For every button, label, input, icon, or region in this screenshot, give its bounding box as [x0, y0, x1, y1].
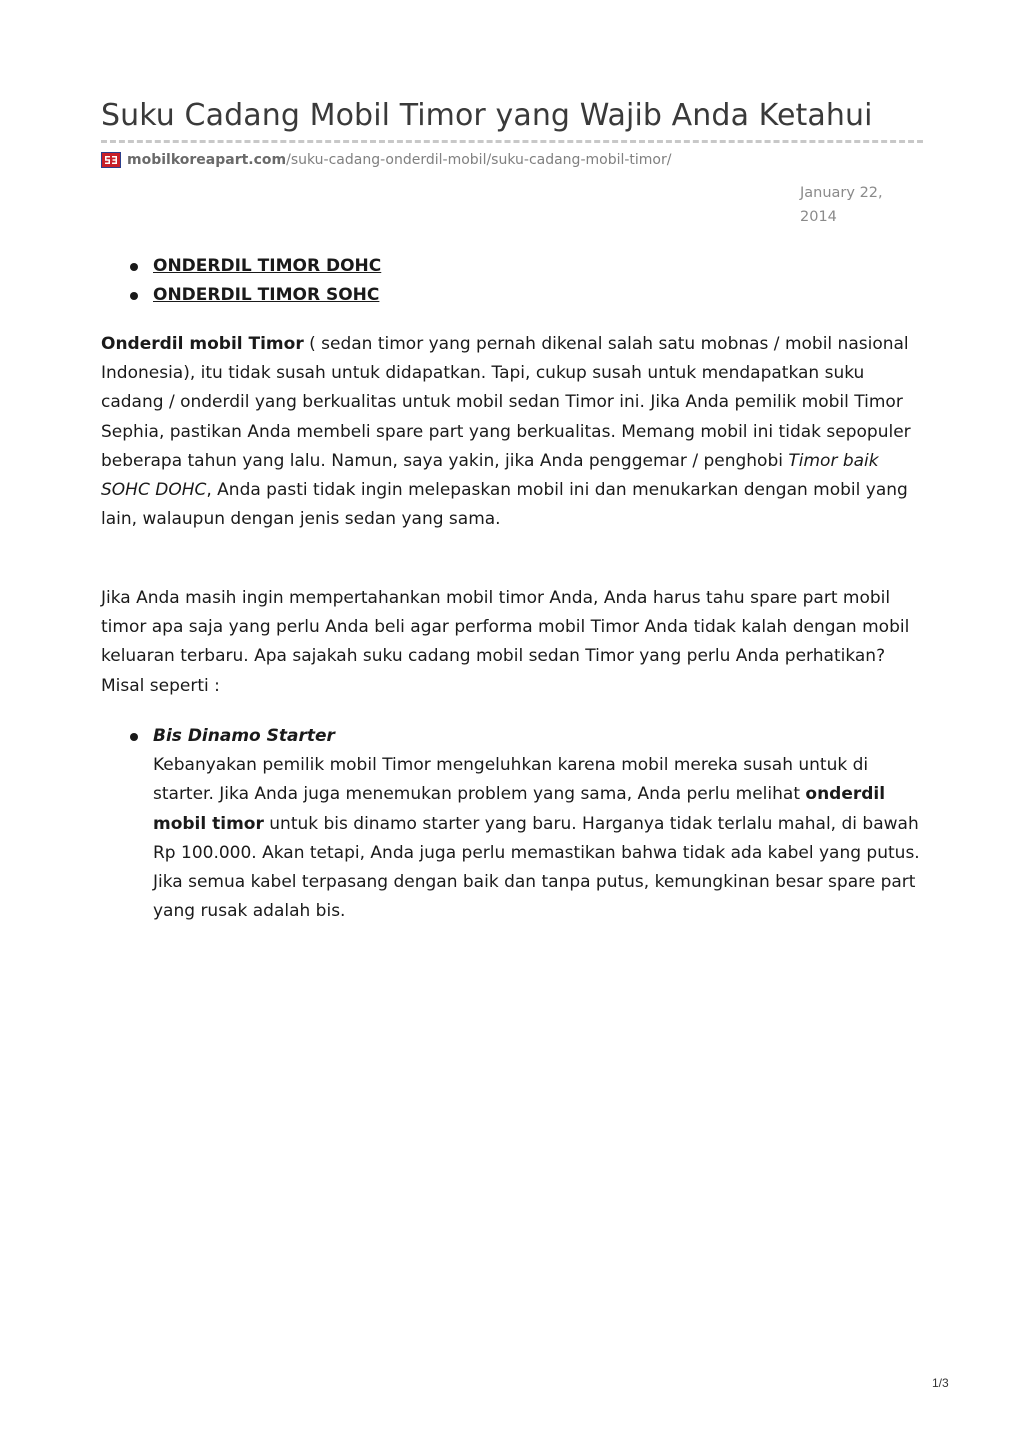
bullet-icon — [130, 263, 138, 271]
title-divider — [101, 140, 923, 143]
intro-bold-lead: Onderdil mobil Timor — [101, 334, 304, 354]
section-text-a: Kebanyakan pemilik mobil Timor mengeluhkan karena mobil mereka susah untuk di starter. Jika Anda juga menemukan problem yang sama, Anda perlu melihat — [153, 755, 869, 805]
intro-italic: Timor baik SOHC DOHC — [101, 450, 879, 501]
section-text-b: untuk bis dinamo starter yang baru. Harganya tidak terlalu mahal, di bawah Rp 100.000. Akan tetapi, Anda juga perlu memastikan bahwa tidak ada kabel yang putus. Jika semua kabel terpasang dengan baik dan tanpa putus, kemungkinan besar spare part yang rusak adalah bis. — [153, 813, 920, 922]
link-onderdil-timor-sohc[interactable]: ONDERDIL TIMOR SOHC — [153, 285, 380, 305]
list-item — [101, 281, 381, 310]
site-favicon-icon — [101, 152, 121, 168]
source-path[interactable]: /suku-cadang-onderdil-mobil/suku-cadang-mobil-timor/ — [286, 152, 672, 168]
page-title: Suku Cadang Mobil Timor yang Wajib Anda Ketahui — [101, 98, 873, 133]
list-item — [101, 252, 381, 281]
intro-paragraph — [101, 330, 923, 534]
section-title: Bis Dinamo Starter — [153, 726, 335, 746]
source-url[interactable] — [101, 150, 671, 170]
spare-part-list — [101, 722, 923, 926]
intro-text-a: ( sedan timor yang pernah dikenal salah satu mobnas / mobil nasional Indonesia), itu tidak susah untuk didapatkan. Tapi, cukup susah untuk mendapatkan suku cadang / onderdil yang berkualitas untuk mobil sedan Timor ini. Jika Anda pemilik mobil Timor Sephia, pastikan Anda membeli spare part yang berkualitas. Memang mobil ini tidak sepopuler beberapa tahun yang lalu. Namun, saya yakin, jika Anda penggemar / penghobi — [101, 334, 911, 471]
category-links — [101, 252, 381, 310]
bullet-icon — [130, 292, 138, 300]
page-number: 1/3 — [932, 1376, 949, 1390]
second-paragraph: Jika Anda masih ingin mempertahankan mobil timor Anda, Anda harus tahu spare part mobil timor apa saja yang perlu Anda beli agar performa mobil Timor Anda tidak kalah dengan mobil keluaran terbaru. Apa sajakah suku cadang mobil sedan Timor yang perlu Anda perhatikan? Misal seperti : — [101, 588, 910, 696]
publish-date: January 22, 2014 — [800, 185, 883, 225]
list-item — [101, 722, 923, 926]
bullet-icon — [130, 733, 138, 741]
section-bold: onderdil mobil timor — [153, 784, 886, 834]
intro-text-b: , Anda pasti tidak ingin melepaskan mobil ini dan menukarkan dengan mobil yang lain, walaupun dengan jenis sedan yang sama. — [101, 480, 908, 530]
section-body — [153, 751, 923, 926]
link-onderdil-timor-dohc[interactable]: ONDERDIL TIMOR DOHC — [153, 256, 382, 276]
source-domain[interactable]: mobilkoreapart.com — [127, 152, 287, 168]
